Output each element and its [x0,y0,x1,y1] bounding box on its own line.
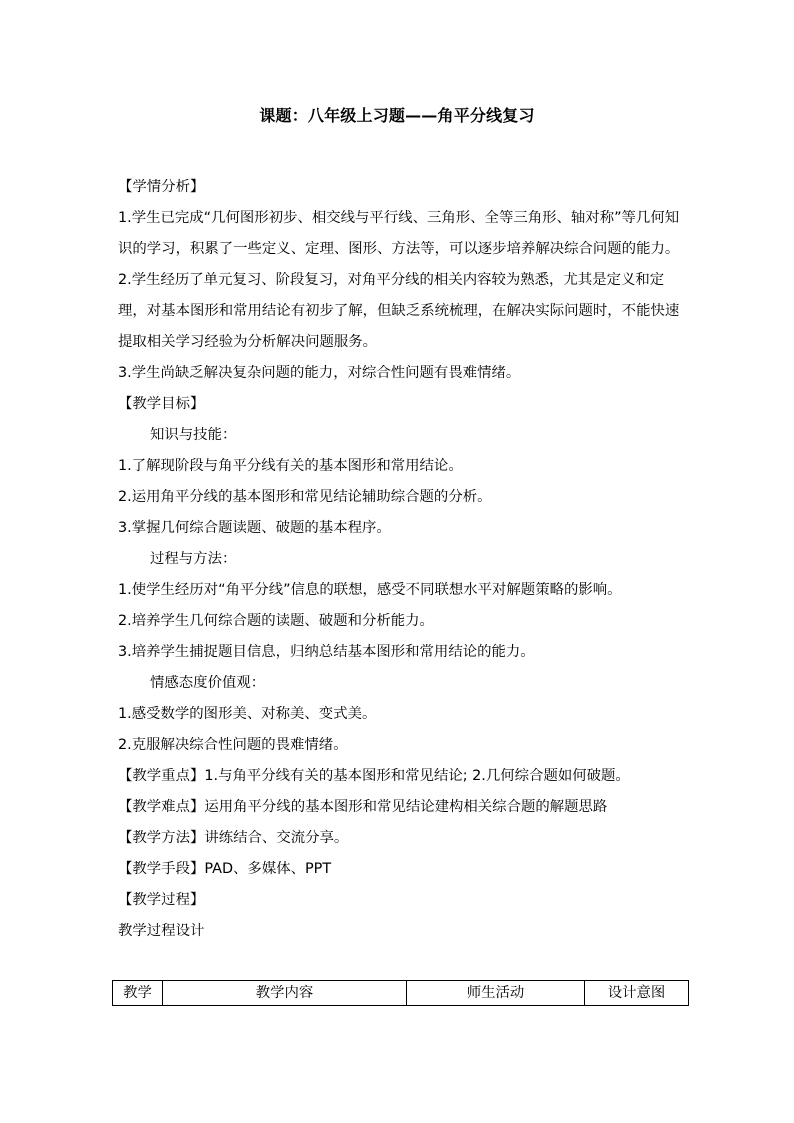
process-table [112,980,689,1006]
process-design-label: 教学过程设计 [118,923,205,939]
learning-analysis-item-2: 2.学生经历了单元复习、阶段复习，对角平分线的相关内容较为熟悉，尤其是定义和定理，对基本图形和常用结论有初步了解，但缺乏系统梳理，在解决实际问题时，不能快速提取相关学习经验为分析解决问题服务。 [118,272,680,350]
table-header-activity: 师生活动 [407,981,585,1006]
knowledge-item-3: 3.掌握几何综合题读题、破题的基本程序。 [118,520,391,536]
teaching-process-heading: 【教学过程】 [118,892,205,908]
difficulties-line [118,792,688,823]
knowledge-item-2: 2.运用角平分线的基本图形和常见结论辅助综合题的分析。 [118,489,492,505]
table-header-row [113,981,689,1006]
lesson-title: 课题：八年级上习题——角平分线复习 [259,106,535,125]
means-label: 【教学手段】 [118,861,205,877]
methods-label: 【教学方法】 [118,830,205,846]
process-item-2: 2.培养学生几何综合题的读题、破题和分析能力。 [118,613,434,629]
means-line [118,854,688,885]
process-item-3: 3.培养学生捕捉题目信息，归纳总结基本图形和常用结论的能力。 [118,644,535,660]
key-points-label: 【教学重点】 [118,768,205,784]
difficulties-label: 【教学难点】 [118,799,205,815]
methods-text: 讲练结合、交流分享。 [204,830,349,846]
methods-line [118,823,688,854]
learning-analysis-item-1: 1.学生已完成“几何图形初步、相交线与平行线、三角形、全等三角形、轴对称”等几何知识的学习，积累了一些定义、定理、图形、方法等，可以逐步培养解决综合问题的能力。 [118,210,680,257]
process-item-1: 1.使学生经历对“角平分线”信息的联想，感受不同联想水平对解题策略的影响。 [118,582,622,598]
emotion-item-1: 1.感受数学的图形美、对称美、变式美。 [118,706,377,722]
emotion-item-2: 2.克服解决综合性问题的畏难情绪。 [118,737,348,753]
difficulties-text: 运用角平分线的基本图形和常见结论建构相关综合题的解题思路 [204,799,608,815]
table-header-intent: 设计意图 [585,981,689,1006]
emotion-values-label: 情感态度价值观： [150,675,266,691]
process-methods-label: 过程与方法： [150,551,237,567]
process-table-wrap [112,980,688,1006]
knowledge-item-1: 1.了解现阶段与角平分线有关的基本图形和常用结论。 [118,458,463,474]
teaching-goals-heading: 【教学目标】 [118,396,205,412]
learning-analysis-heading: 【学情分析】 [118,179,205,195]
knowledge-skills-label: 知识与技能： [150,427,237,443]
table-header-stage: 教学 [113,981,163,1006]
table-header-content: 教学内容 [163,981,407,1006]
key-points-line [118,761,688,792]
learning-analysis-item-3: 3.学生尚缺乏解决复杂问题的能力，对综合性问题有畏难情绪。 [118,365,521,381]
key-points-text: 1.与角平分线有关的基本图形和常见结论; 2.几何综合题如何破题。 [204,768,630,784]
document-body [118,172,688,947]
means-text: PAD、多媒体、PPT [204,861,332,877]
